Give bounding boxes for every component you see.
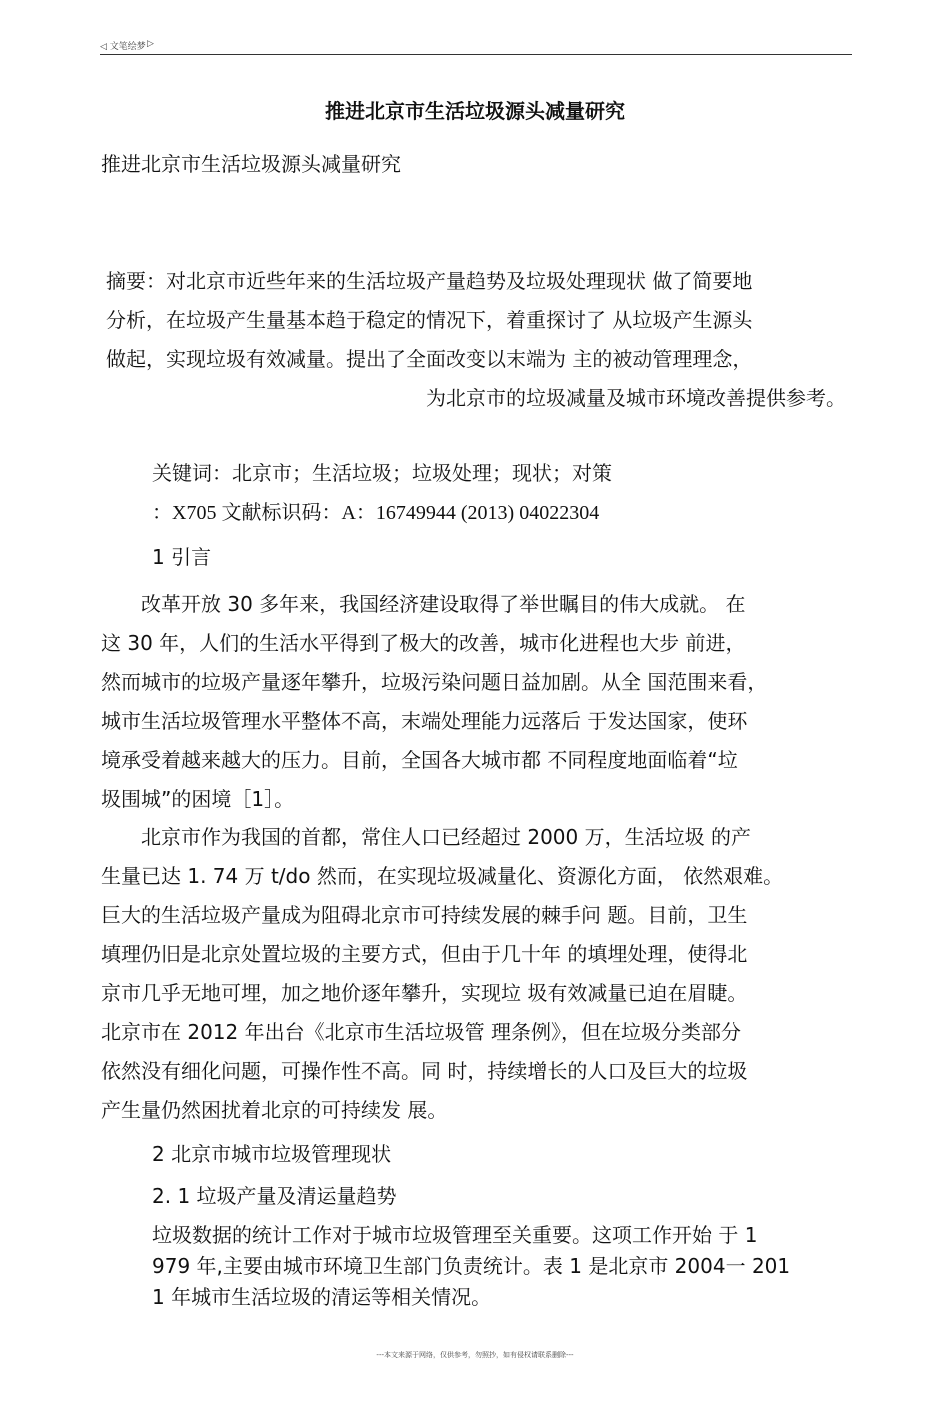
paragraph-line: 城市生活垃圾管理水平整体不高，末端处理能力远落后 于发达国家，使环 [101, 709, 748, 733]
paragraph-line: 境承受着越来越大的压力。目前，全国各大城市都 不同程度地面临着“垃 [101, 748, 738, 772]
page-header [100, 38, 852, 55]
paragraph-line: 垃圾数据的统计工作对于城市垃圾管理至关重要。这项工作开始 于 1 [152, 1223, 758, 1247]
paragraph-line: 1 年城市生活垃圾的清运等相关情况。 [152, 1285, 492, 1309]
paragraph-statistics [152, 1220, 852, 1313]
paragraph-line: 北京市在 2012 年出台《北京市生活垃圾管 理条例》，但在垃圾分类部分 [101, 1020, 741, 1044]
keywords: 关键词：北京市；生活垃圾；垃圾处理；现状；对策 [152, 461, 612, 485]
paragraph-line: 产生量仍然困扰着北京的可持续发 展。 [101, 1098, 448, 1122]
paragraph-line: 北京市作为我国的首都，常住人口已经超过 2000 万，生活垃圾 的产 [101, 825, 751, 849]
paragraph-line: 然而城市的垃圾产量逐年攀升，垃圾污染问题日益加剧。从全 国范围来看， [101, 670, 768, 694]
abstract-line: 为北京市的垃圾减量及城市环境改善提供参考。 [426, 386, 846, 410]
document-id-value: ：A：16749944 (2013) 04022304 [321, 502, 600, 524]
abstract-line: 分析，在垃圾产生量基本趋于稳定的情况下，着重探讨了 从垃圾产生源头 [106, 308, 753, 332]
abstract-line: 摘要：对北京市近些年来的生活垃圾产量趋势及垃圾处理现状 做了简要地 [106, 269, 753, 293]
paragraph-line: 圾围城”的困境［1］。 [101, 787, 295, 811]
page-footer: ---本文来源于网络，仅供参考，勿照抄，如有侵权请联系删除--- [376, 1351, 574, 1359]
paragraph-line: 这 30 年，人们的生活水平得到了极大的改善，城市化进程也大步 前进， [101, 631, 746, 655]
classification-line [152, 496, 599, 525]
section-heading-2-1: 2. 1 垃圾产量及清运量趋势 [152, 1184, 397, 1208]
section-heading-1: 1 引言 [152, 545, 212, 569]
document-id-label: 文献标识码 [221, 500, 322, 524]
document-subtitle: 推进北京市生活垃圾源头减量研究 [101, 152, 401, 176]
paragraph-beijing [101, 818, 876, 1130]
abstract [106, 262, 858, 418]
paragraph-line: 依然没有细化问题，可操作性不高。同 时，持续增长的人口及巨大的垃圾 [101, 1059, 748, 1083]
document-title: 推进北京市生活垃圾源头减量研究 [325, 99, 625, 123]
paragraph-line: 巨大的生活垃圾产量成为阻碍北京市可持续发展的棘手问 题。目前，卫生 [101, 903, 748, 927]
section-heading-2: 2 北京市城市垃圾管理现状 [152, 1142, 392, 1166]
abstract-line: 做起，实现垃圾有效减量。提出了全面改变以末端为 主的被动管理理念， [106, 347, 753, 371]
paragraph-intro [101, 585, 876, 819]
paragraph-line: 京市几乎无地可埋，加之地价逐年攀升，实现垃 圾有效减量已迫在眉睫。 [101, 981, 748, 1005]
header-left-text: ◁ 文笔绘梦 [100, 42, 146, 52]
header-right-text: ▷ [147, 39, 154, 49]
classification-code: ：X705 [152, 502, 222, 524]
paragraph-line: 979 年,主要由城市环境卫生部门负责统计。表 1 是北京市 2004一 201 [152, 1254, 791, 1278]
paragraph-line: 填理仍旧是北京处置垃圾的主要方式，但由于几十年 的填埋处理，使得北 [101, 942, 748, 966]
paragraph-line: 生量已达 1. 74 万 t/do 然而，在实现垃圾减量化、资源化方面， 依然艰难。 [101, 864, 784, 888]
paragraph-line: 改革开放 30 多年来，我国经济建设取得了举世瞩目的伟大成就。 在 [101, 592, 746, 616]
